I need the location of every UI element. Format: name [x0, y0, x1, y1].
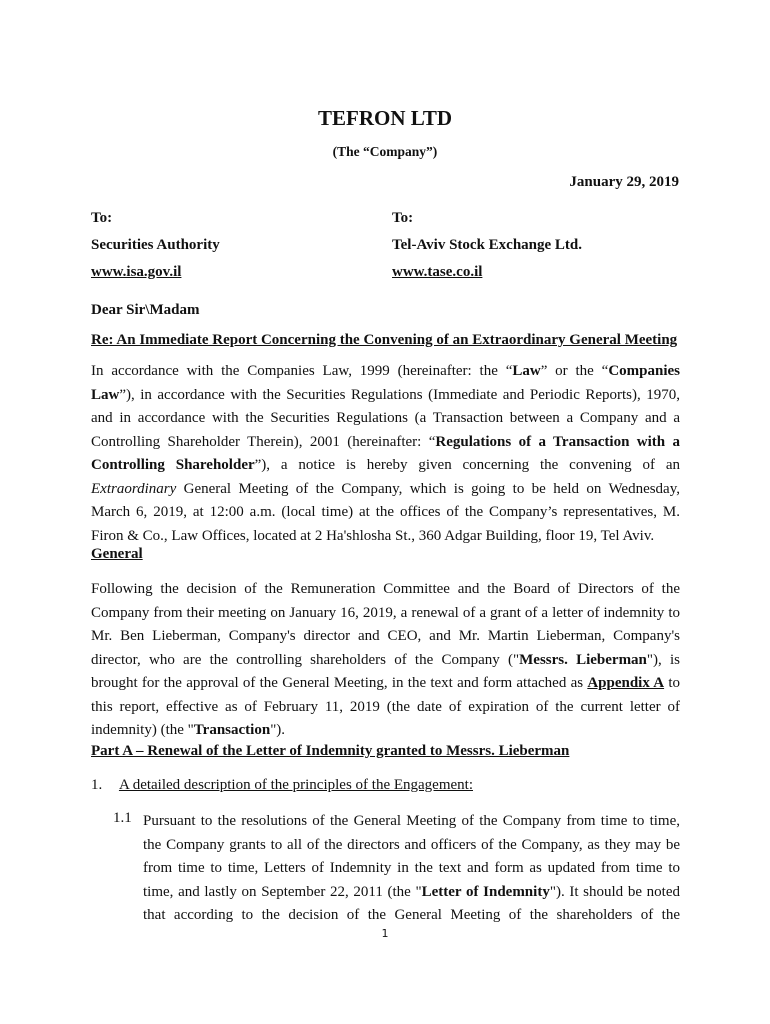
general-line-5: brought for the approval of the General Meeting, in the text and form attached as Appendix A to	[91, 675, 680, 691]
general-heading: General	[91, 546, 143, 562]
item-1-label: A detailed description of the principles of the Engagement:	[118, 777, 473, 793]
item-1-number: 1.	[91, 777, 103, 793]
intro-line-4: Controlling Shareholder Therein), 2001 (hereinafter: “Regulations of a Transaction with a	[91, 433, 681, 450]
company-subtitle: (The “Company”)	[332, 144, 438, 159]
intro-line-1: In accordance with the Companies Law, 1999 (hereinafter: the “Law” or the “Companies	[91, 363, 680, 379]
recipient-1-name: Securities Authority	[91, 237, 220, 253]
page-number: 1	[381, 927, 389, 940]
part-a-heading: Part A – Renewal of the Letter of Indemnity granted to Messrs. Lieberman	[91, 743, 570, 759]
item-1-1-number: 1.1	[113, 810, 132, 826]
intro-line-6: Extraordinary General Meeting of the Company, which is going to be held on Wednesday,	[91, 480, 680, 497]
item-1-1-line-4: time, and lastly on September 22, 2011 (the "Letter of Indemnity"). It should be noted	[143, 883, 680, 900]
salutation: Dear Sir\Madam	[91, 302, 200, 318]
general-line-3: Mr. Ben Lieberman, Company's director and CEO, and Mr. Martin Lieberman, Company's	[91, 628, 680, 644]
report-date: January 29, 2019	[569, 174, 679, 190]
item-1-1-line-3: from time to time, Letters of Indemnity in the text and form as updated from time to	[143, 860, 680, 876]
company-title: TEFRON LTD	[317, 106, 452, 130]
general-line-6: this report, effective as of February 11, 2019 (the date of expiration of the current letter of	[91, 698, 680, 715]
item-1-1-line-1: Pursuant to the resolutions of the General Meeting of the Company from time to time,	[143, 813, 680, 829]
recipient-1-link[interactable]: www.isa.gov.il	[91, 264, 182, 280]
general-paragraph	[91, 578, 680, 743]
appendix-a-link: Appendix A	[587, 675, 665, 691]
intro-line-5: Controlling Shareholder”), a notice is hereby given concerning the convening of an	[91, 457, 680, 473]
subject-line: Re: An Immediate Report Concerning the Convening of an Extraordinary General Meeting	[91, 332, 678, 348]
item-1-1-paragraph	[143, 810, 680, 928]
recipient-2-to: To:	[392, 210, 414, 226]
recipient-2-link[interactable]: www.tase.co.il	[392, 264, 483, 280]
recipient-2-name: Tel-Aviv Stock Exchange Ltd.	[392, 237, 583, 253]
intro-line-3: and in accordance with the Securities Regulations (a Transaction between a Company and a	[91, 410, 680, 426]
intro-line-8: Firon & Co., Law Offices, located at 2 Ha'shlosha St., 360 Adgar Building, floor 19, Tel Aviv.	[91, 527, 655, 544]
item-1-1-line-5: that according to the decision of the General Meeting of the shareholders of the	[143, 907, 680, 923]
general-line-4: director, who are the controlling shareholders of the Company ("Messrs. Lieberman"), is	[91, 651, 680, 668]
intro-line-7: March 6, 2019, at 12:00 a.m. (local time) at the offices of the Company’s representatives, M.	[91, 504, 680, 520]
item-1	[91, 777, 473, 794]
item-1-1-line-2: the Company grants to all of the directors and officers of the Company, as they may be	[143, 836, 680, 853]
general-line-2: Company from their meeting on January 16, 2019, a renewal of a grant of a letter of indemnity to	[91, 604, 680, 621]
general-line-1: Following the decision of the Remuneration Committee and the Board of Directors of the	[91, 581, 680, 597]
intro-line-2: Law”), in accordance with the Securities Regulations (Immediate and Periodic Reports), 1970,	[91, 386, 680, 403]
intro-paragraph	[91, 360, 680, 548]
recipient-1-to: To:	[91, 210, 113, 226]
general-line-7: indemnity) (the "Transaction").	[91, 722, 286, 738]
